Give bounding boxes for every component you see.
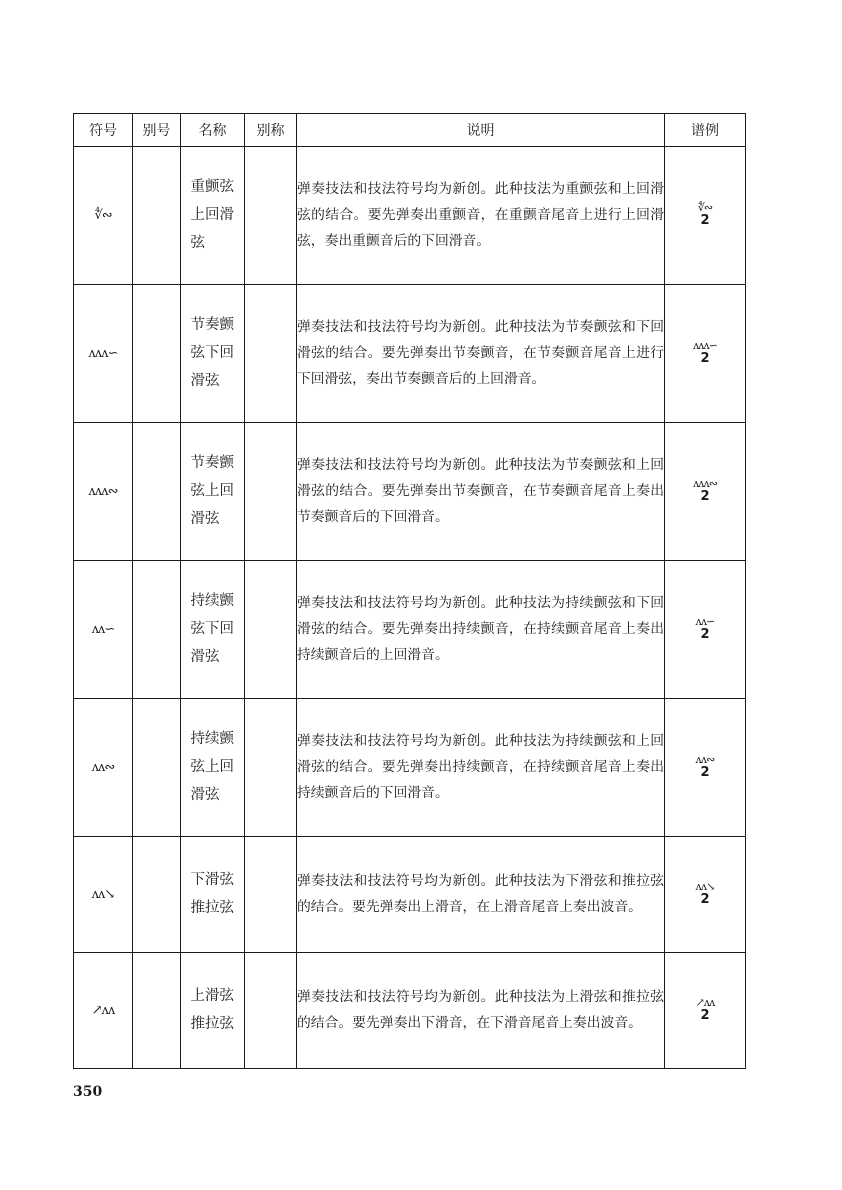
row-description: 弹奏技法和技法符号均为新创。此种技法为节奏颤弦和下回滑弦的结合。要先弹奏出节奏颤音，在节奏颤音尾音上进行下回滑弦，奏出节奏颤音后的上回滑音。 — [297, 284, 665, 422]
row-example — [665, 952, 746, 1068]
header-alt-symbol: 别号 — [133, 114, 181, 147]
row-alt-symbol — [133, 147, 181, 285]
row-symbol: ∜∾ — [74, 147, 133, 285]
row-alt-symbol — [133, 422, 181, 560]
table-header-row — [74, 114, 746, 147]
header-alias: 别称 — [245, 114, 297, 147]
row-description: 弹奏技法和技法符号均为新创。此种技法为上滑弦和推拉弦的结合。要先弹奏出下滑音，在下滑音尾音上奏出波音。 — [297, 952, 665, 1068]
row-alt-symbol — [133, 284, 181, 422]
example-symbol: ᴧᴧ↘ — [695, 880, 715, 894]
row-example — [665, 560, 746, 698]
example-symbol: ᴧᴧᴧ∽ — [693, 339, 717, 353]
row-alt-symbol — [133, 836, 181, 952]
example-symbol: ᴧᴧᴧ∾ — [693, 477, 717, 491]
row-example — [665, 147, 746, 285]
technique-table — [73, 113, 746, 1069]
row-description: 弹奏技法和技法符号均为新创。此种技法为下滑弦和推拉弦的结合。要先弹奏出上滑音，在上滑音尾音上奏出波音。 — [297, 836, 665, 952]
row-alt-symbol — [133, 560, 181, 698]
row-name: 节奏颤弦下回滑弦 — [190, 317, 234, 390]
row-description: 弹奏技法和技法符号均为新创。此种技法为持续颤弦和上回滑弦的结合。要先弹奏出持续颤音，在持续颤音尾音上奏出持续颤音后的下回滑音。 — [297, 698, 665, 836]
row-name: 上滑弦推拉弦 — [190, 988, 234, 1033]
row-name: 持续颤弦下回滑弦 — [190, 593, 234, 666]
table-row — [74, 147, 746, 285]
example-symbol: ᴧᴧ∾ — [695, 753, 715, 767]
table-row — [74, 422, 746, 560]
header-name: 名称 — [181, 114, 245, 147]
row-name: 下滑弦推拉弦 — [190, 872, 234, 917]
example-note: 2 — [700, 213, 710, 229]
table-row — [74, 836, 746, 952]
example-note: 2 — [700, 765, 710, 781]
example-note: 2 — [700, 627, 710, 643]
row-example — [665, 284, 746, 422]
example-symbol: ∜∾ — [697, 201, 713, 215]
row-alias — [245, 284, 297, 422]
row-alias — [245, 836, 297, 952]
row-name: 重颤弦上回滑弦 — [190, 179, 234, 252]
row-name: 持续颤弦上回滑弦 — [190, 731, 234, 804]
row-description: 弹奏技法和技法符号均为新创。此种技法为节奏颤弦和上回滑弦的结合。要先弹奏出节奏颤音，在节奏颤音尾音上奏出节奏颤音后的下回滑音。 — [297, 422, 665, 560]
example-note: 2 — [700, 351, 710, 367]
example-symbol: ᴧᴧ∽ — [695, 615, 715, 629]
row-example — [665, 422, 746, 560]
row-alias — [245, 952, 297, 1068]
example-note: 2 — [700, 489, 710, 505]
table-row — [74, 698, 746, 836]
header-description: 说明 — [297, 114, 665, 147]
row-alias — [245, 698, 297, 836]
table-row — [74, 560, 746, 698]
row-alias — [245, 560, 297, 698]
row-symbol: ᴧᴧ↘ — [74, 836, 133, 952]
row-symbol: ᴧᴧ∾ — [74, 698, 133, 836]
row-alias — [245, 147, 297, 285]
row-symbol: ᴧᴧ∽ — [74, 560, 133, 698]
row-name: 节奏颤弦上回滑弦 — [190, 455, 234, 528]
page-number: 350 — [73, 1084, 103, 1100]
header-symbol: 符号 — [74, 114, 133, 147]
row-symbol: ↗ᴧᴧ — [74, 952, 133, 1068]
example-symbol: ↗ᴧᴧ — [695, 996, 715, 1010]
row-alt-symbol — [133, 698, 181, 836]
row-alias — [245, 422, 297, 560]
header-example: 谱例 — [665, 114, 746, 147]
row-description: 弹奏技法和技法符号均为新创。此种技法为重颤弦和上回滑弦的结合。要先弹奏出重颤音，在重颤音尾音上进行上回滑弦，奏出重颤音后的下回滑音。 — [297, 147, 665, 285]
row-symbol: ᴧᴧᴧ∾ — [74, 422, 133, 560]
example-note: 2 — [700, 1008, 710, 1024]
table-row — [74, 284, 746, 422]
row-description: 弹奏技法和技法符号均为新创。此种技法为持续颤弦和下回滑弦的结合。要先弹奏出持续颤音，在持续颤音尾音上奏出持续颤音后的上回滑音。 — [297, 560, 665, 698]
row-alt-symbol — [133, 952, 181, 1068]
example-note: 2 — [700, 892, 710, 908]
row-example — [665, 698, 746, 836]
row-example — [665, 836, 746, 952]
row-symbol: ᴧᴧᴧ∽ — [74, 284, 133, 422]
table-row — [74, 952, 746, 1068]
